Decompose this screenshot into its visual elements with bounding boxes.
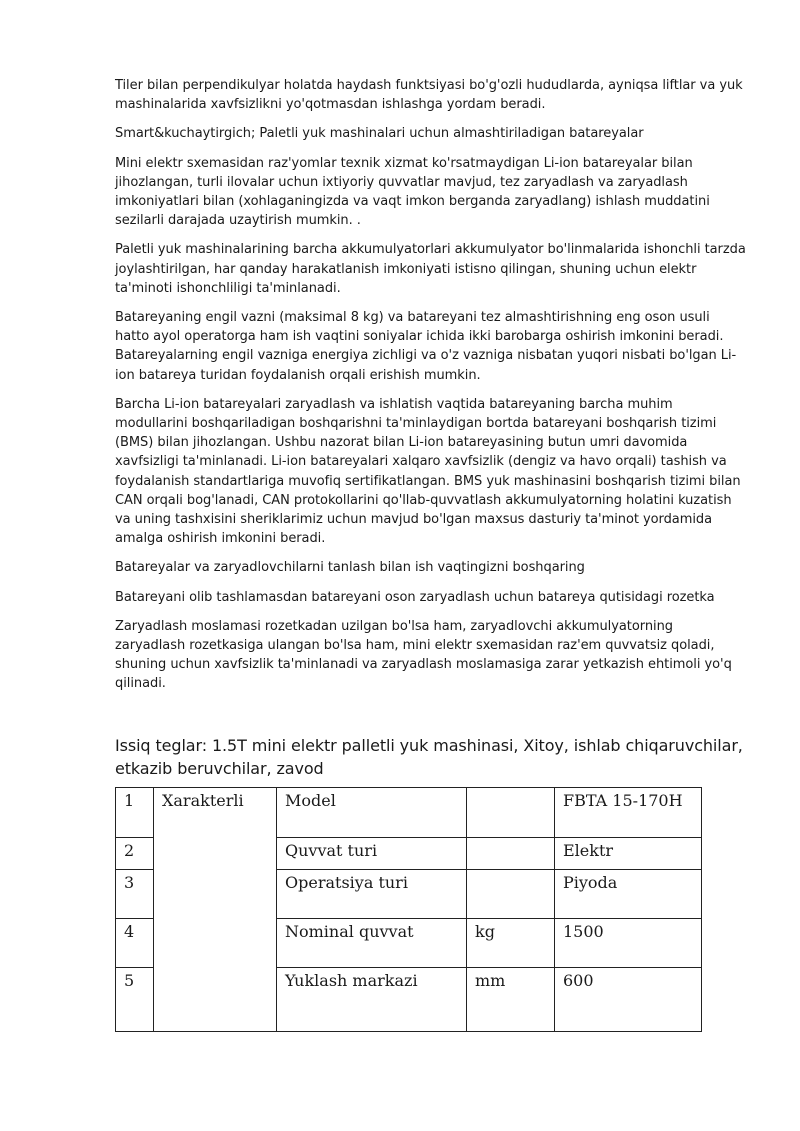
body-text <box>115 76 747 704</box>
value-cell: 600 <box>555 968 702 1032</box>
paragraph: Batareyaning engil vazni (maksimal 8 kg) va batareyani tez almashtirishning eng oson usuli hatto ayol operatorga ham ish vaqtini soniyalar ichida ikki barobarga oshirish imkonini beradi. Batareyalarning engil vazniga energiya zichligi va o'z vazniga nisbatan yuqori nisbati bo'lgan Li-ion batareya turidan foydalanish orqali erishish mumkin. <box>115 310 737 383</box>
row-number-cell: 5 <box>116 968 154 1032</box>
paragraph: Paletli yuk mashinalarining barcha akkumulyatorlari akkumulyator bo'linmalarida ishonchli tarzda joylashtirilgan, har qanday harakatlanish imkoniyati istisno qilingan, shuning uchun elektr ta'minoti ishonchliligi ta'minlanadi. <box>115 242 746 296</box>
table-row <box>116 788 702 838</box>
parameter-name-cell: Yuklash markazi <box>277 968 467 1032</box>
row-number-cell: 1 <box>116 788 154 838</box>
row-number-cell: 3 <box>116 870 154 919</box>
unit-cell <box>467 870 555 919</box>
value-cell: 1500 <box>555 919 702 968</box>
parameter-name-cell: Quvvat turi <box>277 838 467 870</box>
parameter-name-cell: Nominal quvvat <box>277 919 467 968</box>
unit-cell: kg <box>467 919 555 968</box>
row-number-cell: 4 <box>116 919 154 968</box>
unit-cell <box>467 838 555 870</box>
paragraph: Smart&kuchaytirgich; Paletli yuk mashinalari uchun almashtiriladigan batareyalar <box>115 126 644 142</box>
unit-cell <box>467 788 555 838</box>
value-cell: FBTA 15-170H <box>555 788 702 838</box>
hot-tags-heading: Issiq teglar: 1.5T mini elektr palletli yuk mashinasi, Xitoy, ishlab chiqaruvchilar, etkazib beruvchilar, zavod <box>115 736 743 778</box>
parameter-name-cell: Operatsiya turi <box>277 870 467 919</box>
paragraph: Zaryadlash moslamasi rozetkadan uzilgan bo'lsa ham, zaryadlovchi akkumulyatorning zaryadlash rozetkasiga ulangan bo'lsa ham, mini elektr sxemasidan raz'em quvvatsiz qoladi, shuning uchun xavfsizlik ta'minlanadi va zaryadlash moslamasiga zarar yetkazish ehtimoli yo'q qilinadi. <box>115 618 732 692</box>
row-number-cell: 2 <box>116 838 154 870</box>
value-cell: Piyoda <box>555 870 702 919</box>
paragraph: Barcha Li-ion batareyalari zaryadlash va ishlatish vaqtida batareyaning barcha muhim modullarini boshqariladigan boshqarishni ta'minlaydigan bortda batareyani boshqarish tizimi (BMS) bilan jihozlangan. Ushbu nazorat bilan Li-ion batareyasining butun umri davomida xavfsizligi ta'minlanadi. Li-ion batareyalari xalqaro xavfsizlik (dengiz va havo orqali) tashish va foydalanish standartlariga muvofiq sertifikatlangan. BMS yuk mashinasini boshqarish tizimi bilan CAN orqali bog'lanadi, CAN protokollarini qo'llab-quvvatlash akkumulyatorning holatini kuzatish va uning tashxisini sheriklarimiz uchun mavjud bo'lgan maxsus dasturiy ta'minot yordamida amalga oshirish imkonini beradi. <box>115 396 741 547</box>
paragraph: Batareyalar va zaryadlovchilarni tanlash bilan ish vaqtingizni boshqaring <box>115 560 585 576</box>
unit-cell: mm <box>467 968 555 1032</box>
group-label-cell: Xarakterli <box>154 788 277 1032</box>
paragraph: Tiler bilan perpendikulyar holatda haydash funktsiyasi bo'g'ozli hududlarda, ayniqsa liftlar va yuk mashinalarida xavfsizlikni yo'qotmasdan ishlashga yordam beradi. <box>115 78 743 113</box>
paragraph: Batareyani olib tashlamasdan batareyani oson zaryadlash uchun batareya qutisidagi rozetka <box>115 589 715 605</box>
value-cell: Elektr <box>555 838 702 870</box>
paragraph: Mini elektr sxemasidan raz'yomlar texnik xizmat ko'rsatmaydigan Li-ion batareyalar bilan jihozlangan, turli ilovalar uchun ixtiyoriy quvvatlar mavjud, tez zaryadlash va zaryadlash imkoniyatlari bilan (xohlaganingizda va vaqt imkon berganda zaryadlang) ishlash muddatini sezilarli darajada uzaytirish mumkin. . <box>115 155 710 229</box>
spec-table <box>115 787 702 1032</box>
parameter-name-cell: Model <box>277 788 467 838</box>
